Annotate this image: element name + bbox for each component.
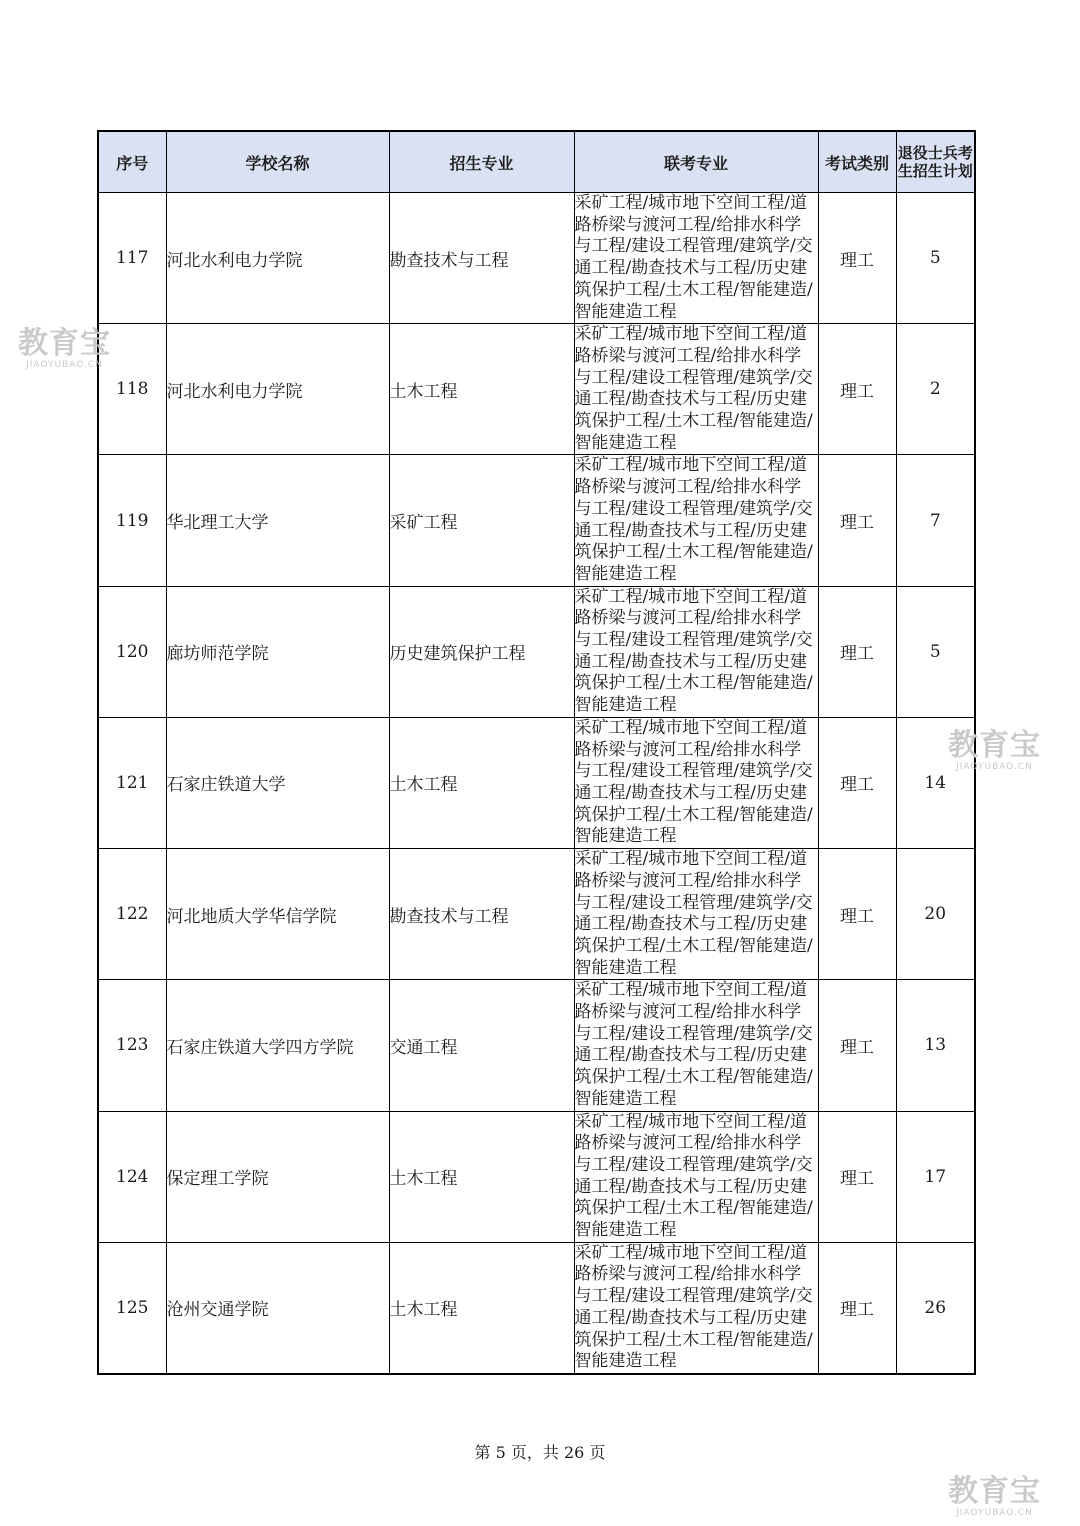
- watermark-brand: 教育宝: [948, 728, 1041, 763]
- cell-exam-type: 理工: [818, 980, 896, 1111]
- cell-veteran-plan: 20: [896, 849, 975, 980]
- cell-major: 土木工程: [389, 324, 574, 455]
- table-header: [98, 131, 975, 193]
- cell-number: 119: [98, 455, 166, 586]
- cell-joint-major: 采矿工程/城市地下空间工程/道路桥梁与渡河工程/给排水科学与工程/建设工程管理/建筑学/交通工程/勘查技术与工程/历史建筑保护工程/土木工程/智能建造/智能建造工程: [574, 586, 818, 717]
- cell-exam-type: 理工: [818, 324, 896, 455]
- table-body: [98, 193, 975, 1374]
- cell-joint-major: 采矿工程/城市地下空间工程/道路桥梁与渡河工程/给排水科学与工程/建设工程管理/建筑学/交通工程/勘查技术与工程/历史建筑保护工程/土木工程/智能建造/智能建造工程: [574, 1242, 818, 1374]
- cell-joint-major: 采矿工程/城市地下空间工程/道路桥梁与渡河工程/给排水科学与工程/建设工程管理/建筑学/交通工程/勘查技术与工程/历史建筑保护工程/土木工程/智能建造/智能建造工程: [574, 717, 818, 848]
- table-row: [98, 717, 975, 848]
- cell-veteran-plan: 26: [896, 1242, 975, 1374]
- cell-veteran-plan: 13: [896, 980, 975, 1111]
- watermark-logo: [948, 1476, 1041, 1518]
- watermark-url: JIAOYUBAO.CN: [956, 762, 1033, 772]
- cell-school-name: 河北水利电力学院: [166, 324, 389, 455]
- cell-major: 勘查技术与工程: [389, 193, 574, 324]
- watermark-brand: 教育宝: [948, 1474, 1041, 1509]
- table-row: [98, 849, 975, 980]
- watermark-url: JIAOYUBAO.CN: [956, 1508, 1033, 1518]
- cell-joint-major: 采矿工程/城市地下空间工程/道路桥梁与渡河工程/给排水科学与工程/建设工程管理/建筑学/交通工程/勘查技术与工程/历史建筑保护工程/土木工程/智能建造/智能建造工程: [574, 324, 818, 455]
- cell-exam-type: 理工: [818, 1242, 896, 1374]
- table-row: [98, 1111, 975, 1242]
- cell-school-name: 河北水利电力学院: [166, 193, 389, 324]
- header-no: 序号: [98, 131, 166, 193]
- cell-exam-type: 理工: [818, 717, 896, 848]
- cell-major: 交通工程: [389, 980, 574, 1111]
- cell-number: 118: [98, 324, 166, 455]
- cell-school-name: 石家庄铁道大学四方学院: [166, 980, 389, 1111]
- header-exam-type: 考试类别: [818, 131, 896, 193]
- cell-school-name: 华北理工大学: [166, 455, 389, 586]
- cell-number: 121: [98, 717, 166, 848]
- cell-veteran-plan: 5: [896, 586, 975, 717]
- cell-school-name: 石家庄铁道大学: [166, 717, 389, 848]
- table-row: [98, 1242, 975, 1374]
- cell-exam-type: 理工: [818, 193, 896, 324]
- header-school: 学校名称: [166, 131, 389, 193]
- header-joint-major: 联考专业: [574, 131, 818, 193]
- cell-veteran-plan: 17: [896, 1111, 975, 1242]
- header-veteran-plan: 退役士兵考生招生计划: [896, 131, 975, 193]
- admission-table: [97, 130, 976, 1375]
- watermark-url: JIAOYUBAO.CN: [26, 360, 103, 370]
- cell-number: 117: [98, 193, 166, 324]
- cell-number: 120: [98, 586, 166, 717]
- cell-school-name: 廊坊师范学院: [166, 586, 389, 717]
- cell-major: 勘查技术与工程: [389, 849, 574, 980]
- cell-joint-major: 采矿工程/城市地下空间工程/道路桥梁与渡河工程/给排水科学与工程/建设工程管理/建筑学/交通工程/勘查技术与工程/历史建筑保护工程/土木工程/智能建造/智能建造工程: [574, 455, 818, 586]
- table-row: [98, 980, 975, 1111]
- cell-joint-major: 采矿工程/城市地下空间工程/道路桥梁与渡河工程/给排水科学与工程/建设工程管理/建筑学/交通工程/勘查技术与工程/历史建筑保护工程/土木工程/智能建造/智能建造工程: [574, 193, 818, 324]
- cell-veteran-plan: 7: [896, 455, 975, 586]
- cell-exam-type: 理工: [818, 586, 896, 717]
- header-major: 招生专业: [389, 131, 574, 193]
- watermark-logo: [948, 730, 1041, 772]
- cell-number: 124: [98, 1111, 166, 1242]
- cell-joint-major: 采矿工程/城市地下空间工程/道路桥梁与渡河工程/给排水科学与工程/建设工程管理/建筑学/交通工程/勘查技术与工程/历史建筑保护工程/土木工程/智能建造/智能建造工程: [574, 1111, 818, 1242]
- cell-number: 123: [98, 980, 166, 1111]
- cell-joint-major: 采矿工程/城市地下空间工程/道路桥梁与渡河工程/给排水科学与工程/建设工程管理/建筑学/交通工程/勘查技术与工程/历史建筑保护工程/土木工程/智能建造/智能建造工程: [574, 980, 818, 1111]
- cell-major: 土木工程: [389, 1111, 574, 1242]
- cell-school-name: 河北地质大学华信学院: [166, 849, 389, 980]
- table-row: [98, 193, 975, 324]
- cell-major: 历史建筑保护工程: [389, 586, 574, 717]
- cell-veteran-plan: 5: [896, 193, 975, 324]
- cell-exam-type: 理工: [818, 1111, 896, 1242]
- cell-joint-major: 采矿工程/城市地下空间工程/道路桥梁与渡河工程/给排水科学与工程/建设工程管理/建筑学/交通工程/勘查技术与工程/历史建筑保护工程/土木工程/智能建造/智能建造工程: [574, 849, 818, 980]
- table-row: [98, 455, 975, 586]
- table-row: [98, 586, 975, 717]
- watermark-logo: [18, 328, 111, 370]
- page-number: 第 5 页，共 26 页: [474, 1443, 606, 1462]
- cell-veteran-plan: 2: [896, 324, 975, 455]
- cell-exam-type: 理工: [818, 455, 896, 586]
- cell-veteran-plan: 14: [896, 717, 975, 848]
- cell-exam-type: 理工: [818, 849, 896, 980]
- cell-number: 122: [98, 849, 166, 980]
- cell-major: 土木工程: [389, 1242, 574, 1374]
- cell-major: 土木工程: [389, 717, 574, 848]
- cell-school-name: 沧州交通学院: [166, 1242, 389, 1374]
- cell-number: 125: [98, 1242, 166, 1374]
- watermark-brand: 教育宝: [18, 326, 111, 361]
- cell-major: 采矿工程: [389, 455, 574, 586]
- cell-school-name: 保定理工学院: [166, 1111, 389, 1242]
- table-row: [98, 324, 975, 455]
